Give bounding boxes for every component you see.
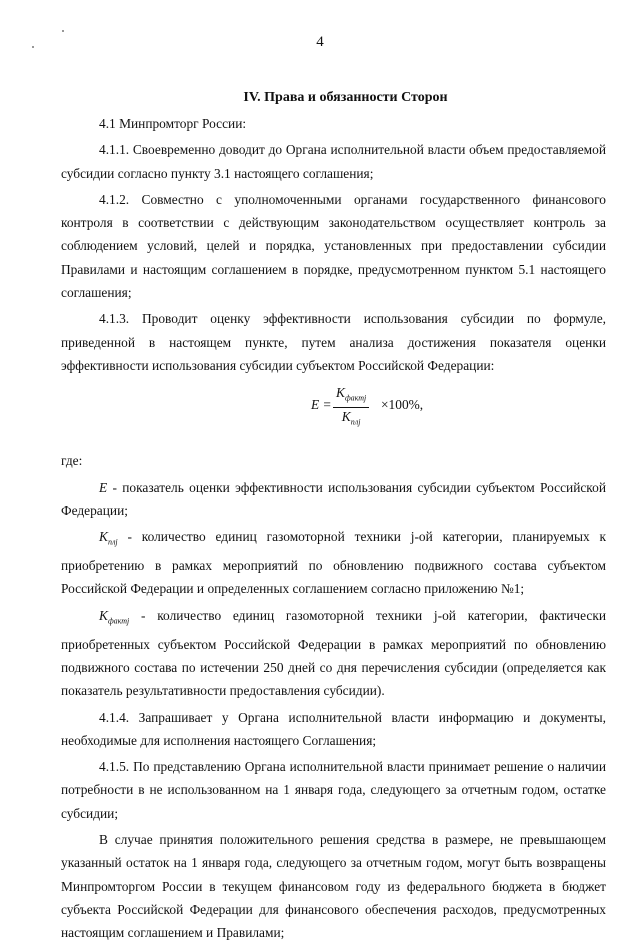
paragraph-4-1: 4.1 Минпромторг России: — [99, 116, 247, 131]
document-body — [61, 90, 606, 945]
formula-rhs: ×100%, — [381, 397, 424, 413]
symbol-k-fact: $K_{фактj}$ — [99, 607, 130, 626]
paragraph-4-1-4: 4.1.4. Запрашивает у Органа исполнительной власти информацию и документы, необходимые для исполнения настоящего Соглашения; — [61, 709, 606, 748]
efficiency-formula — [61, 377, 606, 447]
paragraph-4-1-2: 4.1.2. Совместно с уполномоченными органами государственного финансового контроля в соответствии с действующим законодательством осуществляет контроль за соблюдением условий, целей и порядка, установленных при предоставлении субсидии Правилами и настоящим соглашением в порядке, предусмотренном пунктом 5.1 настоящего соглашения; — [61, 191, 606, 301]
formula-denominator: $K_{плj}$ — [341, 408, 361, 427]
symbol-k-plan: $K_{плj}$ — [99, 529, 118, 547]
formula-lhs: E = — [311, 397, 332, 413]
paragraph-return: В случае принятия положительного решения средства в размере, не превышающем указанный остаток на 1 января года, следующего за отчетным годом, могут быть возвращены Минпромторгом России в текущем финансовом году из федерального бюджета в бюджет субъекта Российской Федерации для финансового обеспечения расходов, предусмотренных настоящим соглашением и Правилами; — [61, 832, 606, 941]
scan-speck-1 — [62, 30, 64, 32]
symbol-e: E — [99, 479, 108, 495]
definition-e: E - показатель оценки эффективности использования субсидии субъектом Российской Федерации; — [61, 479, 606, 518]
formula-fraction — [333, 385, 369, 431]
where-label: где: — [61, 453, 83, 469]
paragraph-4-1-1: 4.1.1. Своевременно доводит до Органа исполнительной власти объем предоставляемой субсидии согласно пункту 3.1 настоящего соглашения; — [61, 142, 606, 181]
definition-k-plan: $K_{плj}$ - количество единиц газомоторной техники j-ой категории, планируемых к приобретению в рамках мероприятий по обновлению подвижного состава субъектом Российской Федерации и определенных соглашением согласно приложению №1; — [61, 529, 606, 597]
paragraph-4-1-5: 4.1.5. По представлению Органа исполнительной власти принимает решение о наличии потребности в не использованном на 1 января года, следующего за отчетным годом, остатке субсидии; — [61, 759, 606, 821]
definition-k-fact: $K_{фактj}$ - количество единиц газомоторной техники j-ой категории, фактически приобретенных субъектом Российской Федерации в рамках мероприятий по обновлению подвижного состава по истечении 250 дней со дня перечисления субсидии (определяется как показатель результативности предоставления субсидии). — [61, 607, 606, 699]
section-title: IV. Права и обязанности Сторон — [243, 90, 448, 105]
page-number: 4 — [316, 34, 324, 50]
paragraph-4-1-3: 4.1.3. Проводит оценку эффективности использования субсидии по формуле, приведенной в настоящем пункте, путем анализа достижения показателя оценки эффективности использования субсидии субъектом Российской Федерации: — [61, 311, 606, 373]
formula-numerator: $K_{фактj}$ — [333, 385, 369, 408]
